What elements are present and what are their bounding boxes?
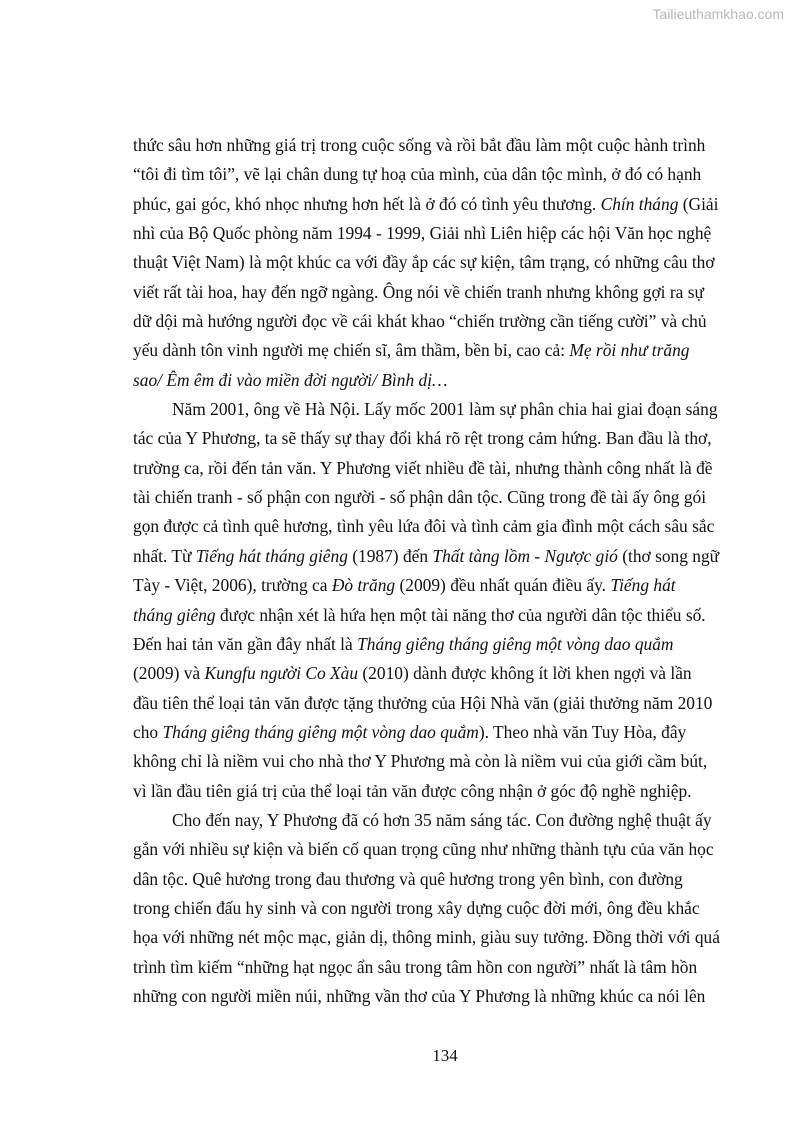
- text-run: thuật Việt Nam) là một khúc ca với đầy ắp các sự kiện, tâm trạng, có những câu thơ: [133, 252, 715, 273]
- text-line: [133, 923, 720, 952]
- text-line: [133, 454, 713, 483]
- text-line: [133, 336, 690, 365]
- text-run: trong chiến đấu hy sinh và con người trong xây dựng cuộc đời mới, ông đều khắc: [133, 897, 700, 918]
- italic-title: Chín tháng: [600, 193, 679, 214]
- text-run: Tày - Việt, 2006), trường ca: [133, 575, 332, 596]
- text-run: dân tộc. Quê hương trong đau thương và quê hương trong yên bình, con đường: [133, 868, 683, 889]
- text-run: (2010) dành được không ít lời khen ngợi và lần: [358, 663, 692, 684]
- text-line: [133, 483, 707, 512]
- text-run: “tôi đi tìm tôi”, vẽ lại chân dung tự hoạ của mình, của dân tộc mình, ở đó có hạnh: [133, 164, 702, 185]
- text-line: [133, 542, 720, 571]
- italic-title: Thất tàng lồm - Ngược gió: [432, 545, 618, 566]
- italic-title: sao/ Êm êm đi vào miền đời người/ Bình dị…: [133, 369, 448, 390]
- text-run: viết rất tài hoa, hay đến ngỡ ngàng. Ông nói về chiến tranh nhưng không gợi ra sự: [133, 281, 704, 302]
- body-text: [133, 131, 720, 1011]
- text-line: [133, 131, 706, 160]
- text-line: [133, 835, 714, 864]
- text-run: những con người miền núi, những vần thơ của Y Phương là những khúc ca nói lên: [133, 985, 706, 1006]
- text-run: gắn với nhiều sự kiện và biến cố quan trọng cũng như những thành tựu của văn học: [133, 839, 714, 860]
- text-line: [133, 219, 712, 248]
- text-line: [133, 718, 687, 747]
- text-run: thức sâu hơn những giá trị trong cuộc sống và rồi bắt đầu làm một cuộc hành trình: [133, 135, 706, 155]
- text-run: (2009) đều nhất quán điều ấy.: [395, 575, 611, 596]
- text-line: [133, 601, 706, 630]
- text-line: [133, 777, 692, 806]
- page-number: 134: [432, 1046, 458, 1065]
- text-run: (1987) đến: [347, 545, 433, 566]
- watermark: Tailieuthamkhao.com: [652, 6, 784, 22]
- italic-title: Tháng giêng tháng giêng một vòng dao quắm: [357, 633, 674, 654]
- text-run: (Giải: [678, 193, 719, 214]
- text-line: [133, 160, 702, 189]
- text-line: [133, 806, 712, 835]
- text-run: Đến hai tản văn gần đây nhất là: [133, 633, 358, 654]
- text-run: cho: [133, 721, 163, 742]
- text-line: [133, 512, 715, 541]
- italic-title: Kungfu người Co Xàu: [204, 663, 359, 684]
- text-run: được nhận xét là hứa hẹn một tài năng thơ của người dân tộc thiểu số.: [215, 604, 706, 625]
- text-run: họa với những nét mộc mạc, giản dị, thông minh, giàu suy tưởng. Đồng thời với quá: [133, 927, 720, 948]
- text-run: vì lần đầu tiên giá trị của thể loại tản văn được công nhận ở góc độ nghề nghiệp.: [133, 780, 692, 801]
- text-run: (thơ song ngữ: [617, 545, 720, 566]
- text-run: ). Theo nhà văn Tuy Hòa, đây: [478, 721, 687, 742]
- text-line: [133, 630, 674, 659]
- text-line: [133, 424, 712, 453]
- text-run: nhì của Bộ Quốc phòng năm 1994 - 1999, Giải nhì Liên hiệp các hội Văn học nghệ: [133, 223, 712, 244]
- text-line: [133, 307, 707, 336]
- italic-title: Tháng giêng tháng giêng một vòng dao quắm: [162, 721, 479, 742]
- text-run: tài chiến tranh - số phận con người - số phận dân tộc. Cũng trong đề tài ấy ông gói: [133, 487, 707, 508]
- italic-title: Đò trăng: [331, 575, 396, 596]
- text-line: [133, 953, 698, 982]
- text-line: [133, 248, 715, 277]
- text-line: [133, 689, 713, 718]
- italic-title: Tiếng hát: [610, 575, 676, 596]
- text-run: (2009) và: [133, 663, 205, 684]
- text-run: phúc, gai góc, khó nhọc nhưng hơn hết là ở đó có tình yêu thương.: [133, 193, 601, 214]
- text-run: trình tìm kiếm “những hạt ngọc ẩn sâu trong tâm hồn con người” nhất là tâm hồn: [133, 956, 698, 977]
- text-run: Cho đến nay, Y Phương đã có hơn 35 năm sáng tác. Con đường nghệ thuật ấy: [172, 809, 712, 830]
- text-line: [133, 982, 706, 1011]
- text-run: gọn được cả tình quê hương, tình yêu lứa đôi và tình cảm gia đình một cách sâu sắc: [133, 516, 715, 537]
- italic-title: Tiếng hát tháng giêng: [195, 545, 348, 566]
- text-run: đầu tiên thể loại tản văn được tặng thưởng của Hội Nhà văn (giải thưởng năm 2010: [133, 692, 713, 713]
- text-line: [133, 894, 700, 923]
- text-line: [133, 571, 676, 600]
- italic-title: Mẹ rồi như trăng: [569, 340, 690, 361]
- text-run: trường ca, rồi đến tản văn. Y Phương viết nhiều đề tài, nhưng thành công nhất là đề: [133, 457, 713, 478]
- text-run: không chỉ là niềm vui cho nhà thơ Y Phương mà còn là niềm vui của giới cầm bút,: [133, 751, 708, 772]
- text-run: Năm 2001, ông về Hà Nội. Lấy mốc 2001 làm sự phân chia hai giai đoạn sáng: [172, 399, 718, 420]
- text-line: [133, 190, 719, 219]
- italic-title: tháng giêng: [133, 604, 216, 625]
- text-line: [133, 659, 692, 688]
- text-line: [133, 865, 683, 894]
- text-line: [133, 366, 661, 395]
- text-run: nhất. Từ: [133, 545, 196, 566]
- text-run: tác của Y Phương, ta sẽ thấy sự thay đổi khá rõ rệt trong cảm hứng. Ban đầu là thơ,: [133, 428, 712, 449]
- text-run: yếu dành tôn vinh người mẹ chiến sĩ, âm thầm, bền bỉ, cao cả:: [133, 340, 570, 361]
- text-run: dữ dội mà hướng người đọc về cái khát khao “chiến trường cần tiếng cười” và chủ: [133, 311, 707, 332]
- text-line: [133, 278, 704, 307]
- text-line: [133, 395, 718, 424]
- text-line: [133, 747, 708, 776]
